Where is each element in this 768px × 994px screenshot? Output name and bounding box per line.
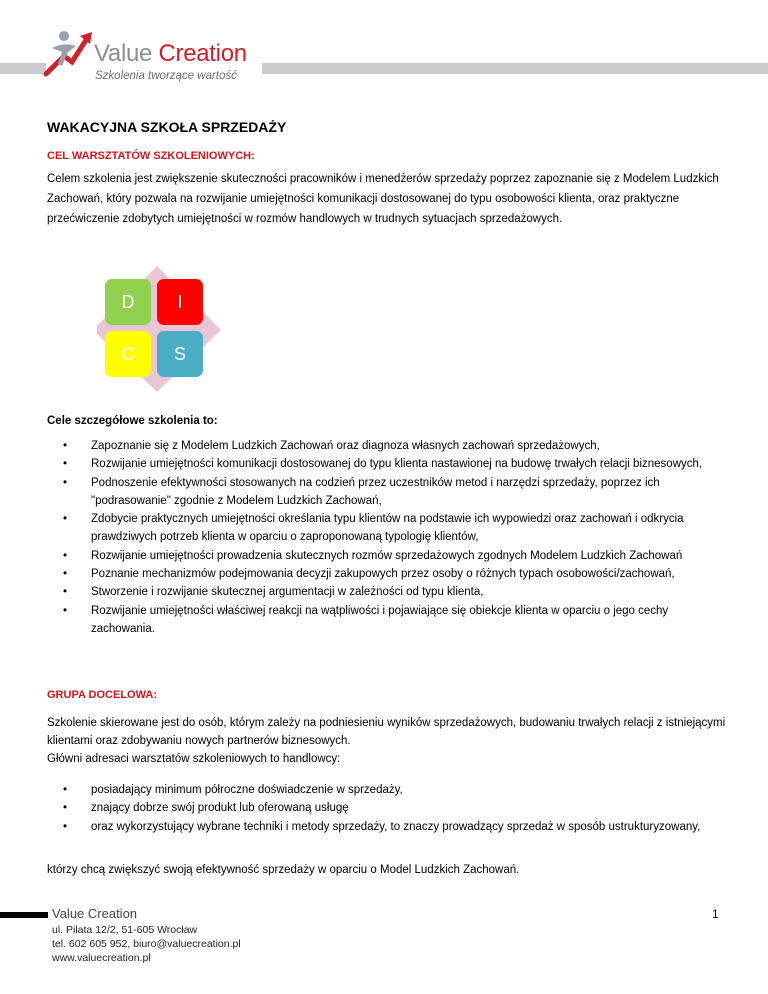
brand-name: Value Creation xyxy=(94,40,247,67)
disc-tile-c: C xyxy=(105,331,151,377)
page-number: 1 xyxy=(712,907,719,921)
list-item: • Zdobycie praktycznych umiejętności określania typu klientów na podstawie ich wypowiedzi oraz zachowań i odkrycia prawdziwych potrzeb klienta w oparciu o zaproponowaną typologię klientów, xyxy=(63,513,684,544)
list-item: • Poznanie mechanizmów podejmowania decyzji zakupowych przez osoby o różnych typach osobowości/zachowań, xyxy=(63,568,675,581)
footer-rule xyxy=(0,912,48,918)
goals-heading: Cele szczegółowe szkolenia to: xyxy=(47,415,218,427)
goals-list xyxy=(63,437,723,638)
list-item: • Podnoszenie efektywności stosowanych na codzień przez uczestników metod i narzędzi sprzedaży, poprzez ich "podrasowanie" zgodnie z Modelem Ludzkich Zachowań, xyxy=(63,476,660,507)
closing-paragraph: którzy chcą zwiększyć swoją efektywność sprzedaży w oparciu o Model Ludzkich Zachowań. xyxy=(47,864,520,876)
page-title: WAKACYJNA SZKOŁA SPRZEDAŻY xyxy=(47,119,287,135)
disc-diagram xyxy=(97,266,223,392)
list-item: • Rozwijanie umiejętności prowadzenia skutecznych rozmów sprzedażowych zgodnych Modelem Ludzkich Zachowań xyxy=(63,549,683,562)
goal-paragraph: Celem szkolenia jest zwiększenie skuteczności pracowników i menedżerów sprzedaży poprzez zapoznanie się z Modelem Ludzkich Zachowań, który pozwala na rozwijanie umiejętności komunikacji dostosowanej do typu osobowości klienta, oraz praktyczne przećwiczenie zdobytych umiejętności w rozmów handlowych w trudnych sytuacjach sprzedażowych. xyxy=(47,173,719,225)
footer-brand: Value Creation xyxy=(52,906,138,921)
footer-website: www.valuecreation.pl xyxy=(52,952,151,964)
section-heading-target: GRUPA DOCELOWA: xyxy=(47,689,157,701)
list-item: • Rozwijanie umiejętności właściwej reakcji na wątpliwości i pojawiające się obiekcje klienta w oparciu o jego cechy zachowania. xyxy=(63,604,669,635)
list-item: • oraz wykorzystujący wybrane techniki i metody sprzedaży, to znaczy prowadzący sprzedaż w sposób ustrukturyzowany, xyxy=(63,820,701,833)
disc-tile-d: D xyxy=(105,279,151,325)
disc-tile-s: S xyxy=(157,331,203,377)
target-paragraph-2: Główni adresaci warsztatów szkoleniowych to handlowcy: xyxy=(47,753,341,765)
brand-tagline: Szkolenia tworzące wartość xyxy=(95,70,237,82)
disc-tile-i: I xyxy=(157,279,203,325)
header-rule xyxy=(262,63,768,74)
list-item: • Zapoznanie się z Modelem Ludzkich Zachowań oraz diagnoza własnych zachowań sprzedażowych, xyxy=(63,440,600,452)
footer-contact: tel. 602 605 952, biuro@valuecreation.pl xyxy=(52,938,241,950)
list-item: • Stworzenie i rozwijanie skutecznej argumentacji w zależności od typu klienta, xyxy=(63,586,484,599)
header-rule-left xyxy=(0,63,46,74)
list-item: • Rozwijanie umiejętności komunikacji dostosowanej do typu klienta nastawionej na budowę trwałych relacji biznesowych, xyxy=(63,458,703,471)
footer-address: ul. Pilata 12/2, 51-605 Wrocław xyxy=(52,924,198,936)
target-paragraph: Szkolenie skierowane jest do osób, którym zależy na podniesieniu wyników sprzedażowych, budowaniu trwałych relacji z istniejącymi klientami oraz zdobywaniu nowych partnerów biznesowych. xyxy=(47,717,726,747)
list-item: • znający dobrze swój produkt lub oferowaną usługę xyxy=(63,802,349,815)
section-heading-goal: CEL WARSZTATÓW SZKOLENIOWYCH: xyxy=(47,150,255,162)
logo-figure-icon xyxy=(42,26,94,78)
header xyxy=(0,18,768,88)
target-list xyxy=(63,781,723,836)
list-item: • posiadający minimum półroczne doświadczenie w sprzedaży, xyxy=(63,784,403,796)
